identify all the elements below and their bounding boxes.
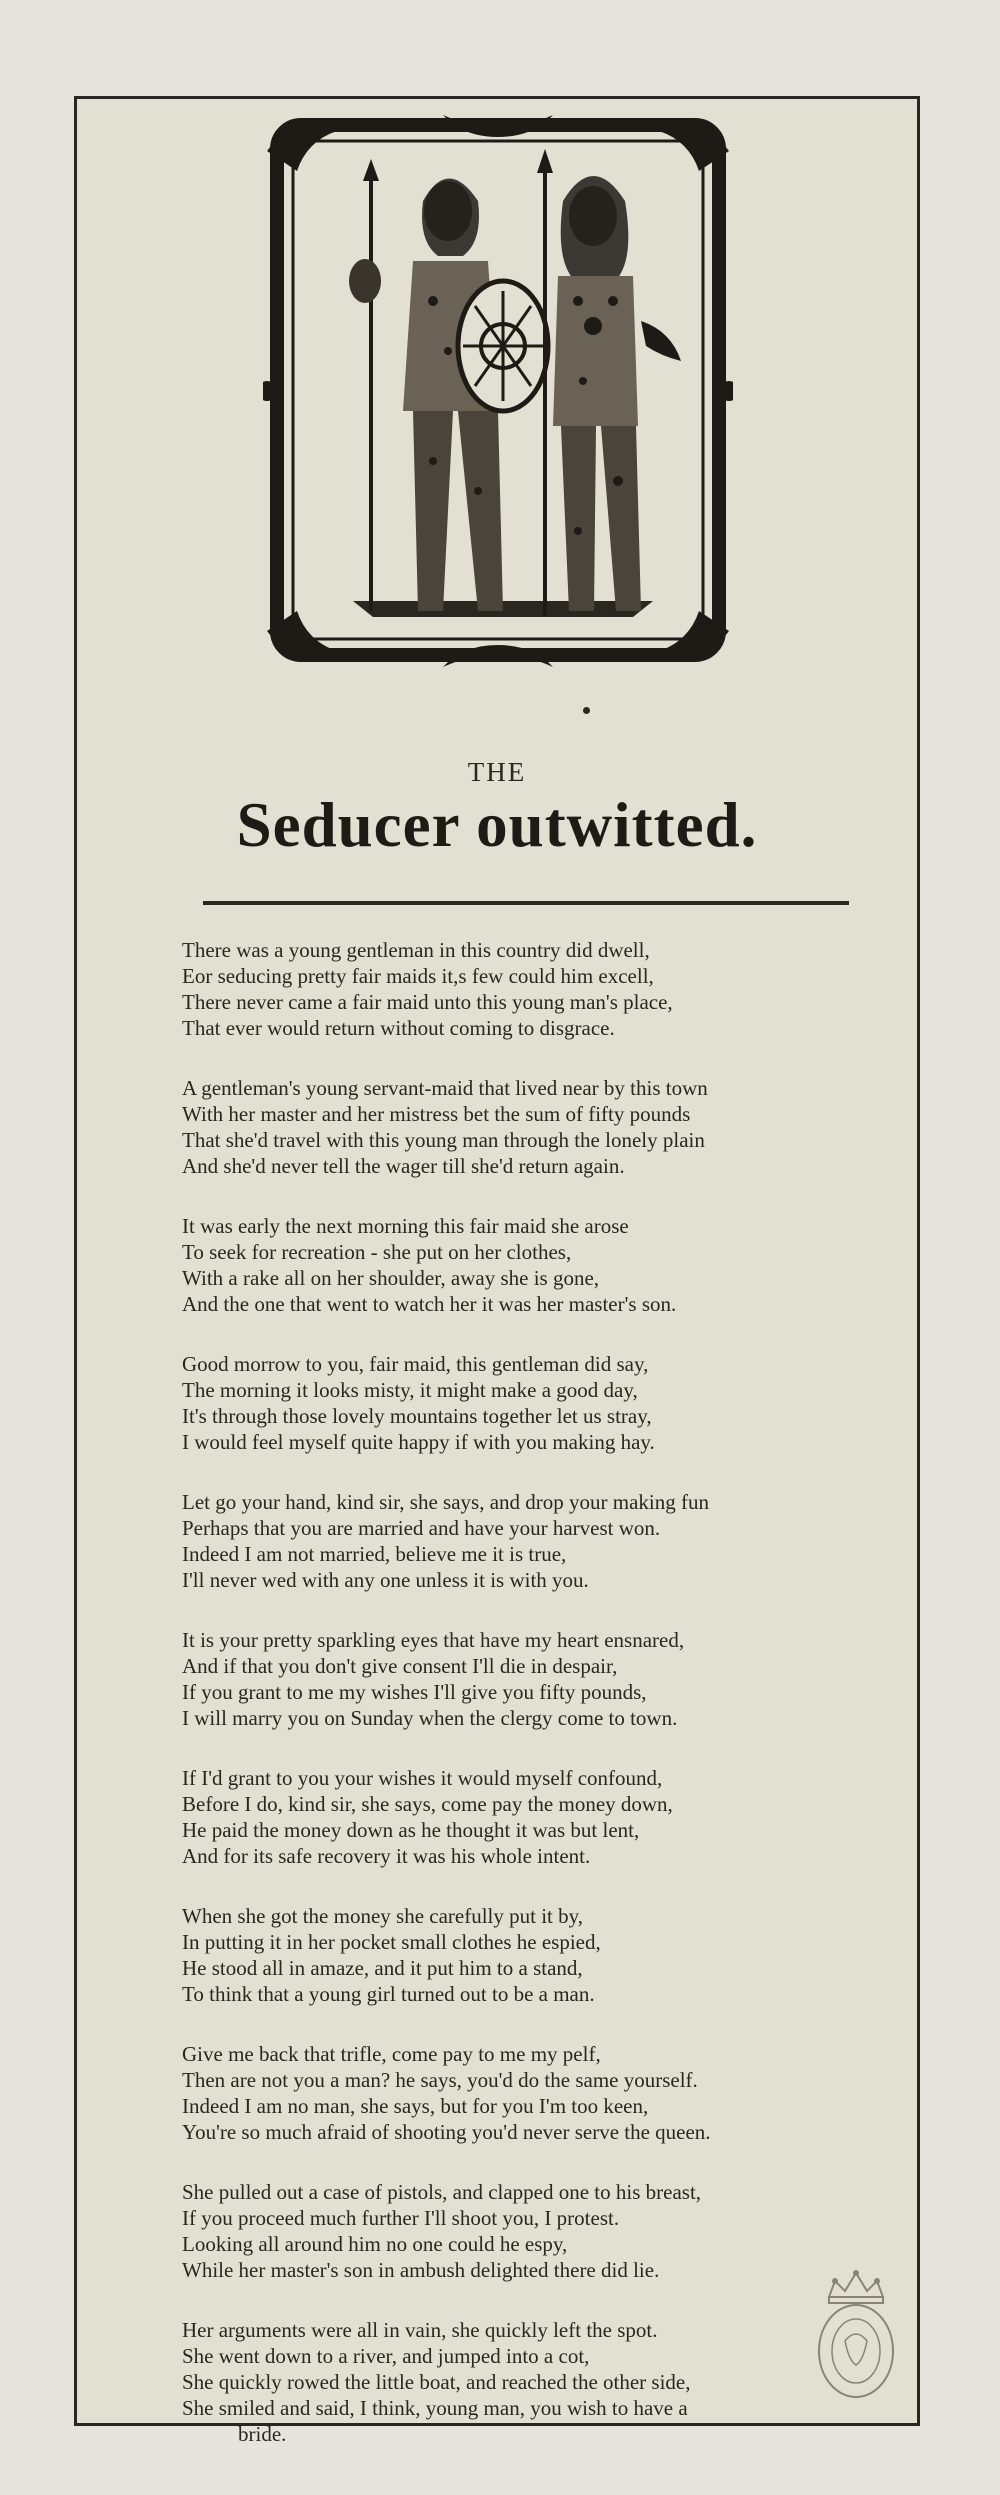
verse-line: To think that a young girl turned out to be a man.	[182, 1982, 595, 2006]
verse-line: He stood all in amaze, and it put him to a stand,	[182, 1956, 583, 1980]
ballad-title: Seducer outwitted.	[236, 790, 758, 860]
verse-line: Let go your hand, kind sir, she says, and drop your making fun	[182, 1490, 709, 1514]
verse-line: If you proceed much further I'll shoot you, I protest.	[182, 2206, 620, 2230]
verse-line: She went down to a river, and jumped into a cot,	[182, 2344, 590, 2368]
verse-line: That she'd travel with this young man through the lonely plain	[182, 1128, 705, 1152]
verse-line: And the one that went to watch her it was her master's son.	[182, 1292, 677, 1316]
verse-line: With her master and her mistress bet the sum of fifty pounds	[182, 1102, 691, 1126]
verse-line: It is your pretty sparkling eyes that have my heart ensnared,	[182, 1628, 685, 1652]
verse-line: Good morrow to you, fair maid, this gentleman did say,	[182, 1352, 649, 1376]
verse-line: You're so much afraid of shooting you'd never serve the queen.	[182, 2120, 711, 2144]
title-kicker: THE	[467, 757, 527, 787]
stanza	[182, 1765, 902, 1869]
verse-line: And she'd never tell the wager till she'd return again.	[182, 1154, 625, 1178]
verse-line: She smiled and said, I think, young man, you wish to have a	[182, 2396, 688, 2420]
verse-line: A gentleman's young servant-maid that lived near by this town	[182, 1076, 708, 1100]
verse-line: When she got the money she carefully put it by,	[182, 1904, 584, 1928]
verse-line: He paid the money down as he thought it was but lent,	[182, 1818, 640, 1842]
verse-line: There never came a fair maid unto this young man's place,	[182, 990, 673, 1014]
verse-line: Her arguments were all in vain, she quickly left the spot.	[182, 2318, 658, 2342]
stanza	[182, 1489, 902, 1593]
stanza	[182, 1627, 902, 1731]
verse-line: If you grant to me my wishes I'll give you fifty pounds,	[182, 1680, 647, 1704]
verse-line: Indeed I am no man, she says, but for you I'm too keen,	[182, 2094, 649, 2118]
woodcut-illustration-icon	[263, 111, 733, 671]
verse-line: Looking all around him no one could he espy,	[182, 2232, 568, 2256]
verse-line: That ever would return without coming to disgrace.	[182, 1016, 615, 1040]
verse-line: There was a young gentleman in this country did dwell,	[182, 938, 650, 962]
verse-line: And if that you don't give consent I'll die in despair,	[182, 1654, 618, 1678]
verse-line: Before I do, kind sir, she says, come pay the money down,	[182, 1792, 673, 1816]
verse-line: Eor seducing pretty fair maids it,s few could him excell,	[182, 964, 654, 988]
verse-line: The morning it looks misty, it might make a good day,	[182, 1378, 638, 1402]
verse-line: It's through those lovely mountains together let us stray,	[182, 1404, 652, 1428]
stanza	[182, 1075, 902, 1179]
verse-line: In putting it in her pocket small clothes he espied,	[182, 1930, 601, 1954]
verse-line: She quickly rowed the little boat, and reached the other side,	[182, 2370, 691, 2394]
verse-line: To seek for recreation - she put on her clothes,	[182, 1240, 572, 1264]
verse-line: bride.	[238, 2422, 287, 2446]
stanza	[182, 2317, 902, 2447]
verse-line: Perhaps that you are married and have your harvest won.	[182, 1516, 661, 1540]
stanza	[182, 937, 902, 1041]
stanza	[182, 2041, 902, 2145]
stanza	[182, 1903, 902, 2007]
verse-line: She pulled out a case of pistols, and clapped one to his breast,	[182, 2180, 702, 2204]
broadside-sheet	[74, 96, 920, 2446]
stanza	[182, 1351, 902, 1455]
verse-line: While her master's son in ambush delighted there did lie.	[182, 2258, 660, 2282]
verse-line: If I'd grant to you your wishes it would myself confound,	[182, 1766, 663, 1790]
verse-line: Give me back that trifle, come pay to me my pelf,	[182, 2042, 601, 2066]
verse-line: With a rake all on her shoulder, away she is gone,	[182, 1266, 600, 1290]
verse-line: Indeed I am not married, believe me it is true,	[182, 1542, 567, 1566]
ballad-verses	[182, 937, 902, 2481]
title-rule	[203, 901, 849, 905]
stanza	[182, 1213, 902, 1317]
stanza	[182, 2179, 902, 2283]
verse-line: It was early the next morning this fair maid she arose	[182, 1214, 629, 1238]
verse-line: And for its safe recovery it was his whole intent.	[182, 1844, 591, 1868]
printer-dot	[583, 707, 590, 714]
verse-line: I'll never wed with any one unless it is with you.	[182, 1568, 589, 1592]
verse-line: I will marry you on Sunday when the clergy come to town.	[182, 1706, 678, 1730]
library-crown-stamp-icon	[815, 2267, 897, 2399]
verse-line: Then are not you a man? he says, you'd do the same yourself.	[182, 2068, 698, 2092]
verse-line: I would feel myself quite happy if with you making hay.	[182, 1430, 655, 1454]
